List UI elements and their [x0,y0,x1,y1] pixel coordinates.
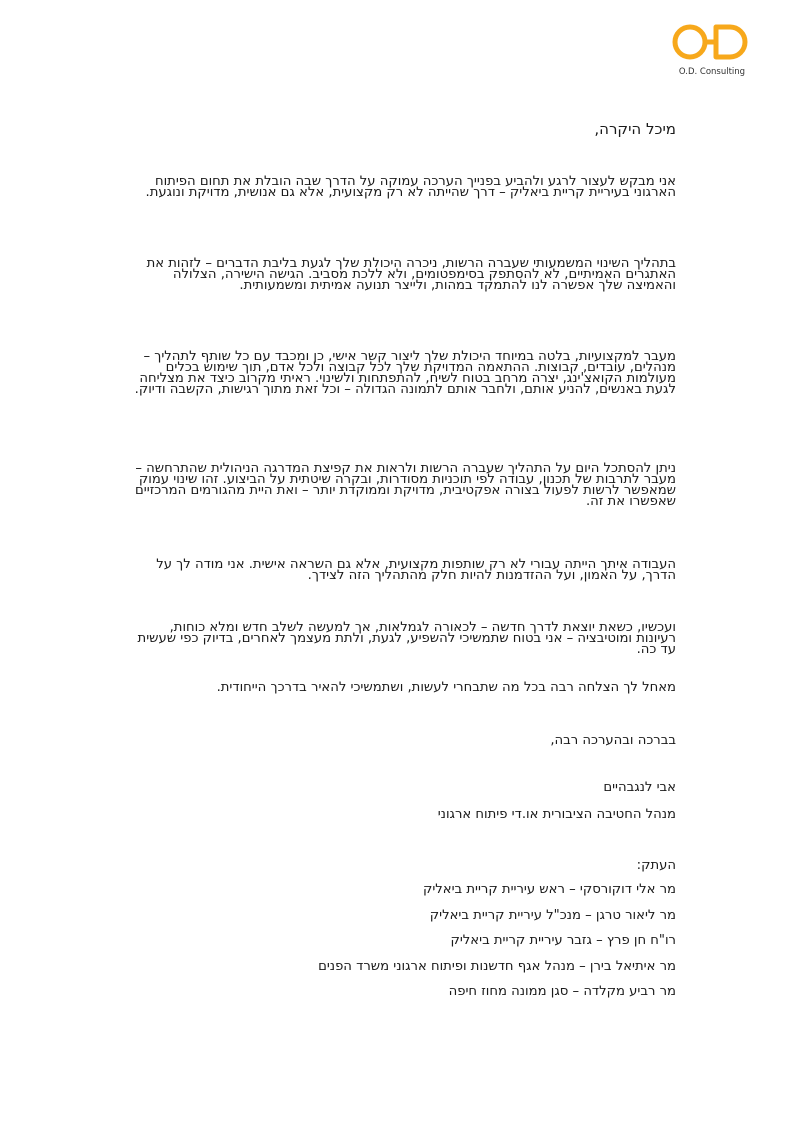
paragraph-7: מאחל לך הצלחה רבה בכל מה שתבחרי לעשות, ושתמשיכי להאיר בדרכך הייחודית. [216,680,676,695]
company-logo [668,24,758,80]
cc-list [130,881,676,1009]
cc-item: מר רביע מקלדה – סגן ממונה מחוז חיפה [448,984,676,999]
closing: בברכה ובהערכה רבה, [550,733,676,748]
od-logo-icon [670,24,754,64]
paragraph-6: ועכשיו, כשאת יוצאת לדרך חדשה – לכאורה לגמלאות, אך למעשה לשלב חדש ומלא כוחות, רעיונות ומוטיבציה – אני בטוח שתמשיכי להשפיע, לגעת, ולתת מעצמך לאחרים, בדיוק כפי שעשית עד כה. [137,620,676,657]
signer-role: מנהל החטיבה הציבורית או.די פיתוח ארגוני [437,807,676,822]
cc-item: רו"ח חן פרץ – גזבר עיריית קריית ביאליק [450,933,676,948]
paragraph-3: מעבר למקצועיות, בלטה במיוחד היכולת שלך ליצור קשר אישי, כן ומכבד עם כל שותף לתהליך – מנהלים, עובדים, קבוצות. ההתאמה המדויקת שלך לכל קבוצה ולכל אדם, תוך שימוש בכלים מעולמות הקואצ'ינג, יצרה מרחב בטוח לשיח, להתפתחות ולשינוי. ראיתי מקרוב כיצד את מצליחה לגעת באנשים, להניע אותם, ולחבר אותם לתמונה הגדולה – וכל זאת מתוך רגישות, הקשבה ודיוק. [134,349,676,397]
logo-text: O.D. Consulting [678,67,746,77]
paragraph-2: בתהליך השינוי המשמעותי שעברה הרשות, ניכרה היכולת שלך לגעת בליבת הדברים – לזהות את האתגרים האמיתיים, לא להסתפק בסימפטומים, ולא ללכת מסביב. הגישה הישירה, הצלולה והאמיצה שלך אפשרה לנו להתמקד במהות, ולייצר תנועה אמיתית ומשמעותית. [146,256,676,293]
signer-name: אבי לנגבהיים [603,780,676,795]
paragraph-4: ניתן להסתכל היום על התהליך שעברה הרשות ולראות את קפיצת המדרגה הניהולית שהתרחשה – מעבר לתרבות של תכנון, עבודה לפי תוכניות מסודרות, ובקרה שיטתית על הביצוע. זהו שינוי עמוק שמאפשר לרשות לפעול בצורה אפקטיבית, מדויקת וממוקדת יותר – ואת היית מהגורמים המרכזיים שאפשרו את זה. [135,461,676,509]
cc-item: מר ליאור טרגן – מנכ"ל עיריית קריית ביאליק [429,907,676,923]
paragraph-5: העבודה איתך הייתה עבורי לא רק שותפות מקצועית, אלא גם השראה אישית. אני מודה לך על הדרך, על האמון, ועל ההזדמנות להיות חלק מהתהליך הזה לצידך. [156,557,676,583]
paragraph-1: אני מבקש לעצור לרגע ולהביע בפנייך הערכה עמוקה על הדרך שבה הובלת את תחום הפיתוח הארגוני בעיריית קריית ביאליק – דרך שהייתה לא רק מקצועית, אלא גם אנושית, מדויקת ונוגעת. [145,174,676,200]
cc-item: מר איתיאל בירן – מנהל אגף חדשנות ופיתוח ארגוני משרד הפנים [318,958,676,974]
greeting: מיכל היקרה, [594,120,676,138]
cc-title: העתק: [636,858,676,873]
cc-item: מר אלי דוקורסקי – ראש עיריית קריית ביאליק [422,882,676,897]
